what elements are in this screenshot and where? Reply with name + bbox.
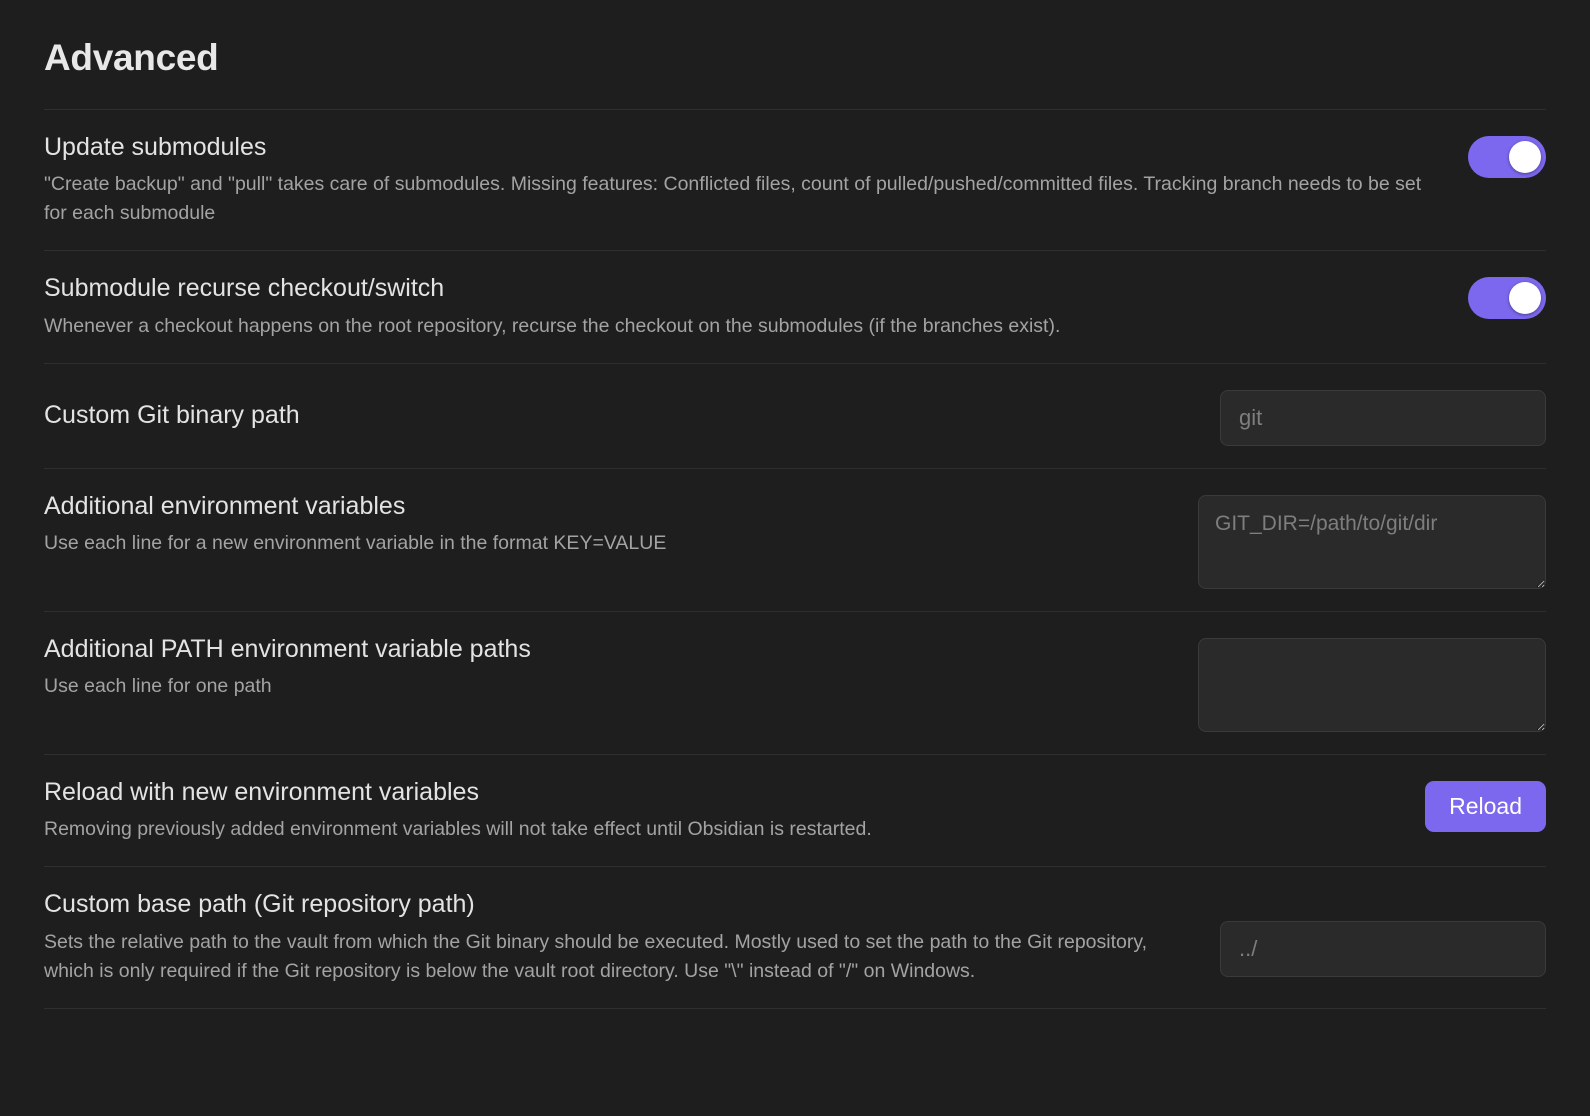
- setting-row-reload-environment-variables: [44, 754, 1546, 867]
- setting-description: "Create backup" and "pull" takes care of submodules. Missing features: Conflicted files, count of pulled/pushed/committed files. Tracking branch needs to be set for each submodule: [44, 172, 1422, 225]
- setting-control: [1198, 634, 1546, 732]
- setting-control: [1220, 386, 1546, 446]
- setting-info: [44, 400, 1196, 431]
- setting-info: [44, 777, 1401, 845]
- setting-control: [1468, 132, 1546, 178]
- custom-base-path-input[interactable]: [1220, 921, 1546, 977]
- setting-name: Custom Git binary path: [44, 401, 300, 430]
- setting-description: Use each line for one path: [44, 675, 272, 698]
- update-submodules-toggle[interactable]: [1468, 136, 1546, 178]
- additional-environment-variables-textarea[interactable]: [1198, 495, 1546, 589]
- toggle-knob: [1509, 282, 1541, 314]
- additional-path-variable-paths-textarea[interactable]: [1198, 638, 1546, 732]
- setting-row-additional-path-variable-paths: [44, 611, 1546, 754]
- setting-description: Removing previously added environment variables will not take effect until Obsidian is restarted.: [44, 818, 872, 841]
- setting-row-custom-base-path: [44, 866, 1546, 1008]
- setting-row-custom-git-binary-path: [44, 363, 1546, 468]
- setting-row-submodule-recurse-checkout: [44, 250, 1546, 363]
- setting-row-additional-environment-variables: [44, 468, 1546, 611]
- setting-description: Whenever a checkout happens on the root repository, recurse the checkout on the submodules (if the branches exist).: [44, 314, 1061, 337]
- setting-description: Use each line for a new environment variable in the format KEY=VALUE: [44, 532, 667, 555]
- setting-info: [44, 132, 1444, 229]
- setting-info: [44, 634, 1174, 702]
- setting-description: Sets the relative path to the vault from which the Git binary should be executed. Mostly used to set the path to the Git repository, which is only required if the Git repository is below the vault root directory. Use "\" instead of "/" on Windows.: [44, 930, 1148, 982]
- setting-name: Submodule recurse checkout/switch: [44, 274, 445, 303]
- setting-name: Reload with new environment variables: [44, 777, 479, 806]
- setting-info: [44, 491, 1174, 559]
- setting-control: [1425, 777, 1546, 832]
- setting-row-update-submodules: [44, 109, 1546, 251]
- setting-name: Additional environment variables: [44, 491, 406, 520]
- setting-name: Additional PATH environment variable paths: [44, 634, 531, 663]
- setting-name: Update submodules: [44, 132, 267, 161]
- reload-button[interactable]: Reload: [1425, 781, 1546, 832]
- setting-info: [44, 889, 1196, 986]
- toggle-knob: [1509, 141, 1541, 173]
- submodule-recurse-checkout-toggle[interactable]: [1468, 277, 1546, 319]
- setting-name: Custom base path (Git repository path): [44, 890, 475, 919]
- divider: [44, 1008, 1546, 1009]
- setting-control: [1220, 889, 1546, 977]
- custom-git-binary-path-input[interactable]: [1220, 390, 1546, 446]
- setting-control: [1198, 491, 1546, 589]
- setting-control: [1468, 273, 1546, 319]
- page-title: Advanced: [44, 37, 219, 78]
- setting-info: [44, 273, 1444, 341]
